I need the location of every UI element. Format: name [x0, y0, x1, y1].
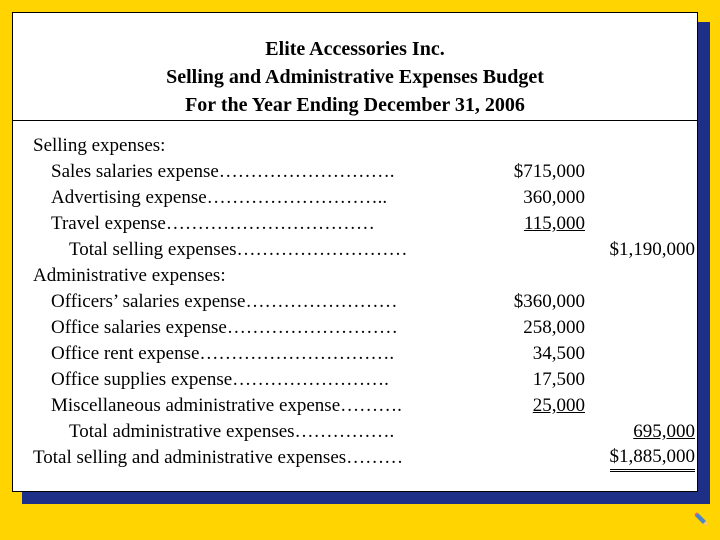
subtotal-row [13, 237, 697, 263]
pencil-icon [694, 512, 708, 526]
amount-cell: 25,000 [532, 395, 585, 416]
row-label: Selling expenses: [33, 135, 166, 156]
table-row [13, 367, 697, 393]
table-row [13, 315, 697, 341]
table-row [13, 211, 697, 237]
report-header [13, 13, 697, 121]
row-label: Administrative expenses: [33, 265, 226, 286]
row-label: Total selling and administrative expenses……… [33, 447, 404, 468]
report-title: Selling and Administrative Expenses Budget [166, 66, 544, 88]
table-row [13, 289, 697, 315]
grand-total-cell: $1,885,000 [610, 445, 696, 472]
row-label: Office rent expense…………………………. [51, 343, 395, 364]
budget-panel [12, 12, 698, 492]
row-label: Travel expense…………………………… [51, 213, 375, 234]
row-label: Office salaries expense……………………… [51, 317, 398, 338]
section-heading-administrative [13, 263, 697, 289]
grand-total-row [13, 445, 697, 471]
row-label: Advertising expense……………………….. [51, 187, 388, 208]
amount-cell: 360,000 [523, 187, 585, 208]
amount-cell: $360,000 [513, 291, 585, 312]
subtotal-row [13, 419, 697, 445]
table-row [13, 393, 697, 419]
row-label: Office supplies expense……………………. [51, 369, 389, 390]
total-cell: $1,190,000 [609, 239, 695, 260]
amount-cell: 34,500 [532, 343, 585, 364]
report-period: For the Year Ending December 31, 2006 [185, 94, 525, 116]
total-cell: 695,000 [633, 421, 695, 442]
row-label: Sales salaries expense………………………. [51, 161, 395, 182]
table-row [13, 159, 697, 185]
company-name: Elite Accessories Inc. [265, 38, 445, 60]
amount-cell: 115,000 [523, 213, 585, 234]
row-label: Total administrative expenses……………. [69, 421, 395, 442]
table-row [13, 185, 697, 211]
table-row [13, 341, 697, 367]
section-heading-selling [13, 133, 697, 159]
row-label: Officers’ salaries expense…………………… [51, 291, 398, 312]
amount-cell: 258,000 [523, 317, 585, 338]
amount-cell: 17,500 [532, 369, 585, 390]
row-label: Miscellaneous administrative expense………. [51, 395, 402, 416]
amount-cell: $715,000 [513, 161, 585, 182]
row-label: Total selling expenses……………………… [69, 239, 408, 260]
